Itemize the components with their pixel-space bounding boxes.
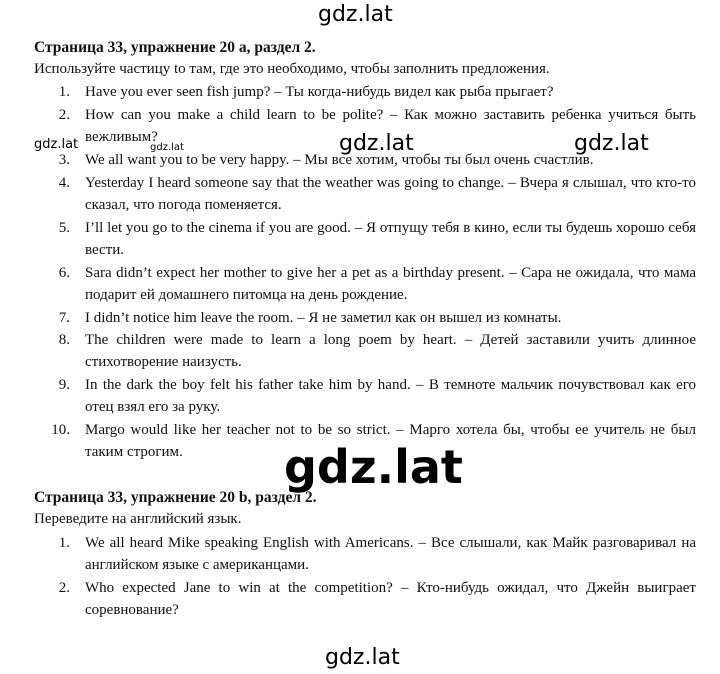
item-text: We all heard Mike speaking English with Americans. – Все слышали, как Майк разговаривал на английском языке с американцами.: [85, 535, 696, 573]
section-a-instruction: Используйте частицу to там, где это необходимо, чтобы заполнить предложения.: [34, 61, 550, 77]
item-number: 3.: [58, 152, 70, 168]
item-number: 2.: [58, 580, 70, 596]
item-number: 1.: [58, 535, 70, 551]
watermark-small-left: gdz.lat: [34, 137, 79, 152]
item-text: Sara didn’t expect her mother to give her a pet as a birthday present. – Сара не ожидала, что мама подарит ей домашнего питомца на день рождение.: [85, 265, 696, 303]
watermark-middle-left: gdz.lat: [339, 131, 414, 156]
item-text: Yesterday I heard someone say that the weather was going to change. – Вчера я слышал, что кто-то сказал, что погода поменяется.: [85, 175, 696, 213]
item-text: Margo would like her teacher not to be so strict. – Марго хотела бы, чтобы ее учитель не был таким строгим.: [85, 422, 696, 460]
item-text: The children were made to learn a long poem by heart. – Детей заставили учить длинное стихотворение наизусть.: [85, 332, 696, 370]
item-text: We all want you to be very happy. – Мы все хотим, чтобы ты был очень счастлив.: [85, 152, 594, 168]
item-text: In the dark the boy felt his father take him by hand. – В темноте мальчик почувствовал как его отец взял его за руку.: [85, 377, 696, 415]
item-number: 7.: [58, 310, 70, 326]
item-text: How can you make a child learn to be polite? – Как можно заставить ребенка учиться быть вежливым?: [85, 107, 696, 145]
item-number: 2.: [58, 107, 70, 123]
section-a-heading: Страница 33, упражнение 20 a, раздел 2.: [34, 39, 316, 56]
item-text: Who expected Jane to win at the competition? – Кто-нибудь ожидал, что Джейн выиграет соревнование?: [85, 580, 696, 618]
section-b-instruction: Переведите на английский язык.: [34, 511, 242, 527]
item-number: 6.: [58, 265, 70, 281]
item-text: I’ll let you go to the cinema if you are good. – Я отпущу тебя в кино, если ты будешь хорошо себя вести.: [85, 220, 696, 258]
watermark-bottom: gdz.lat: [325, 645, 400, 670]
section-b-heading: Страница 33, упражнение 20 b, раздел 2.: [34, 489, 317, 506]
watermark-large: gdz.lat: [284, 440, 463, 494]
item-number: 5.: [58, 220, 70, 236]
item-number: 1.: [58, 84, 70, 100]
item-number: 9.: [58, 377, 70, 393]
watermark-top: gdz.lat: [318, 2, 393, 27]
watermark-middle-right: gdz.lat: [574, 131, 649, 156]
item-number: 8.: [58, 332, 70, 348]
watermark-tiny: gdz.lat: [150, 142, 184, 153]
item-text: Have you ever seen fish jump? – Ты когда-нибудь видел как рыба прыгает?: [85, 84, 554, 100]
item-text: I didn’t notice him leave the room. – Я не заметил как он вышел из комнаты.: [85, 310, 562, 326]
item-number: 4.: [58, 175, 70, 191]
item-number: 10.: [51, 422, 70, 438]
